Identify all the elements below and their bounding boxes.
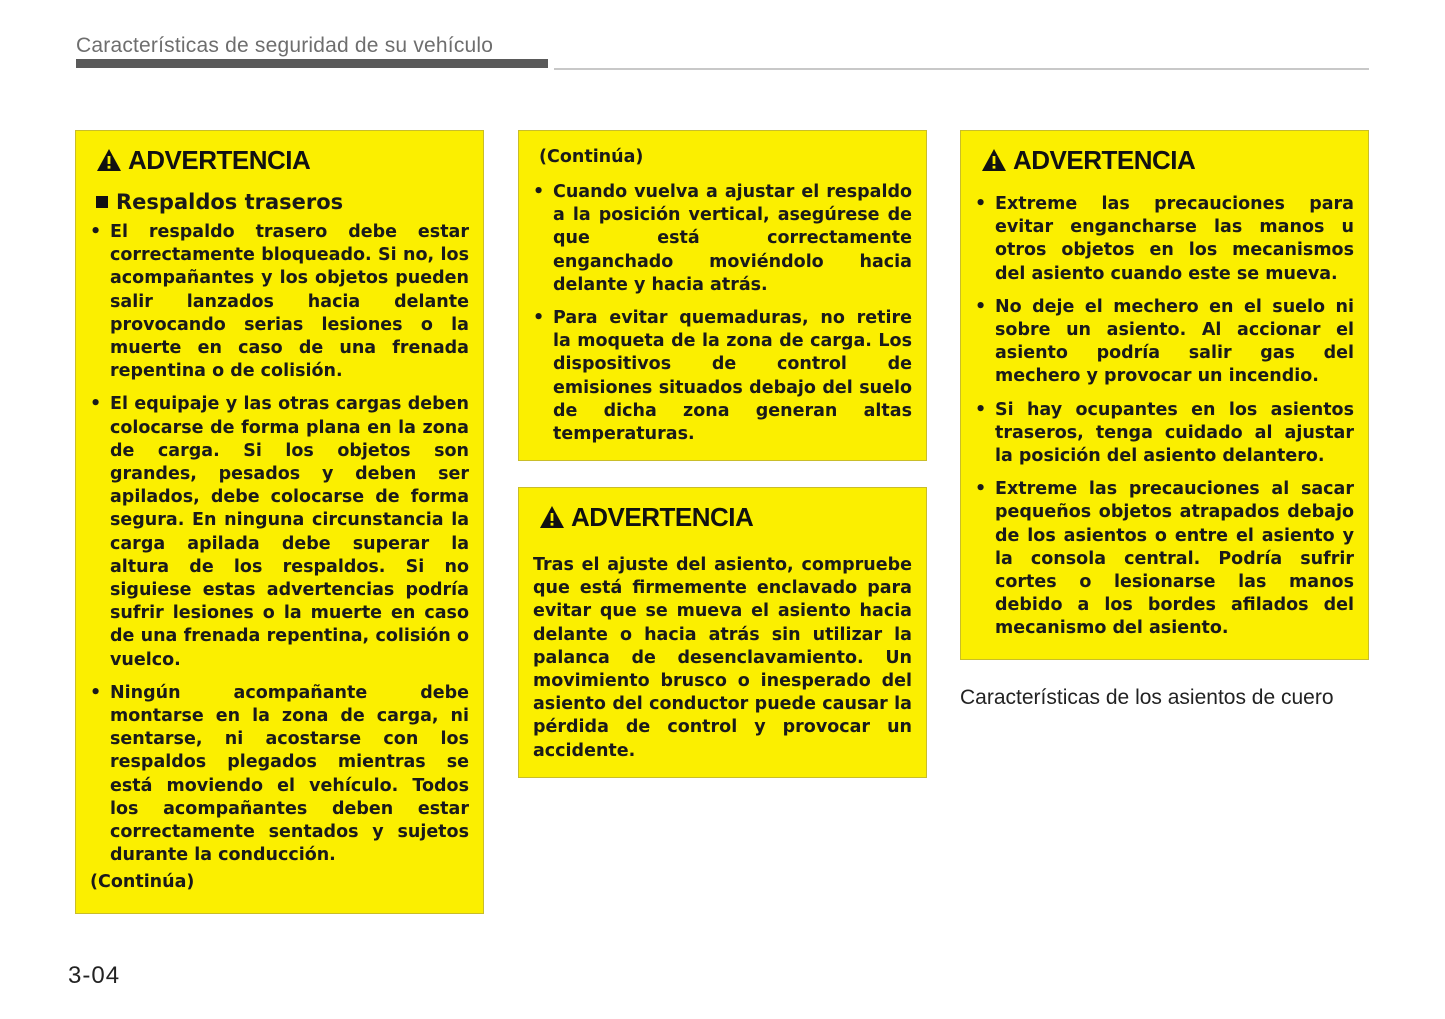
warning-triangle-icon — [981, 148, 1007, 172]
warning-triangle-icon — [539, 505, 565, 529]
warning-box-rear-seatbacks — [75, 130, 484, 914]
warning-heading — [981, 145, 1354, 175]
warning-text: Tras el ajuste del asiento, compruebe que está firmemente enclavado para evitar que se mueva el asiento hacia delante o hacia atrás sin utilizar la palanca de desenclavamiento. Un movimiento brusco o inesperado del asiento del conductor puede causar la pérdida de control y provocar un accidente. — [533, 555, 912, 761]
warning-list — [90, 221, 469, 867]
list-item: • Extreme las precauciones para evitar engancharse las manos u otros objetos en los mecanismos del asiento cuando este se mueva. — [975, 194, 1354, 284]
header-rule-dark — [76, 59, 548, 68]
warning-heading-label: ADVERTENCIA — [571, 502, 754, 532]
warning-heading-label: ADVERTENCIA — [128, 145, 311, 175]
list-item: • El equipaje y las otras cargas deben colocarse de forma plana en la zona de carga. Si los objetos son grandes, pesados y deben ser apilados, debe colocarse de forma segura. En ninguna circunstancia la carga apilada debe superar la altura de los respaldos. Si no siguiese estas advertencias podría sufrir lesiones o la muerte en caso de una frenada repentina, colisión o vuelco. — [90, 394, 469, 670]
warning-triangle-icon — [96, 148, 122, 172]
list-item: • Ningún acompañante debe montarse en la zona de carga, ni sentarse, ni acostarse con los respaldos plegados mientras se está moviendo el vehículo. Todos los acompañantes deben estar correctamente sentados y sujetos durante la conducción. — [90, 682, 469, 866]
page-number: 3-04 — [68, 962, 121, 989]
list-item: • Si hay ocupantes en los asientos traseros, tenga cuidado al ajustar la posición del asiento delantero. — [975, 399, 1354, 467]
warning-box-continued — [518, 130, 927, 461]
warning-box-seat-lock — [518, 487, 927, 778]
list-item: • El respaldo trasero debe estar correctamente bloqueado. Si no, los acompañantes y los objetos pueden salir lanzados hacia delante provocando serias lesiones o la muerte en caso de una frenada repentina o de colisión. — [90, 222, 469, 382]
subheading-rear-seatbacks — [96, 189, 469, 215]
continued-note: (Continúa) — [539, 147, 644, 167]
square-bullet-icon — [96, 196, 108, 208]
section-caption: Características de los asientos de cuero — [960, 686, 1334, 709]
warning-heading — [96, 145, 469, 175]
warning-list — [533, 181, 912, 446]
header-rule-light — [554, 68, 1369, 70]
list-item: • No deje el mechero en el suelo ni sobre un asiento. Al accionar el asiento podría salir gas del mechero y provocar un incendio. — [975, 296, 1354, 387]
list-item: • Para evitar quemaduras, no retire la moqueta de la zona de carga. Los dispositivos de control de emisiones situados debajo del suelo de dicha zona generan altas temperaturas. — [533, 308, 912, 445]
list-item: • Cuando vuelva a ajustar el respaldo a la posición vertical, asegúrese de que está correctamente enganchado moviéndolo hacia delante y hacia atrás. — [533, 182, 912, 295]
continues-note: (Continúa) — [90, 872, 195, 893]
warning-heading — [539, 502, 912, 532]
warning-heading-label: ADVERTENCIA — [1013, 145, 1196, 175]
list-item: • Extreme las precauciones al sacar pequeños objetos atrapados debajo de los asientos o entre el asiento y la consola central. Podría sufrir cortes o lesionarse las manos debido a los bordes afilados del mecanismo del asiento. — [975, 479, 1354, 639]
section-title: Características de seguridad de su vehículo — [76, 34, 494, 57]
subheading-label: Respaldos traseros — [116, 190, 344, 214]
warning-box-seat-mechanism — [960, 130, 1369, 660]
warning-list — [975, 193, 1354, 641]
